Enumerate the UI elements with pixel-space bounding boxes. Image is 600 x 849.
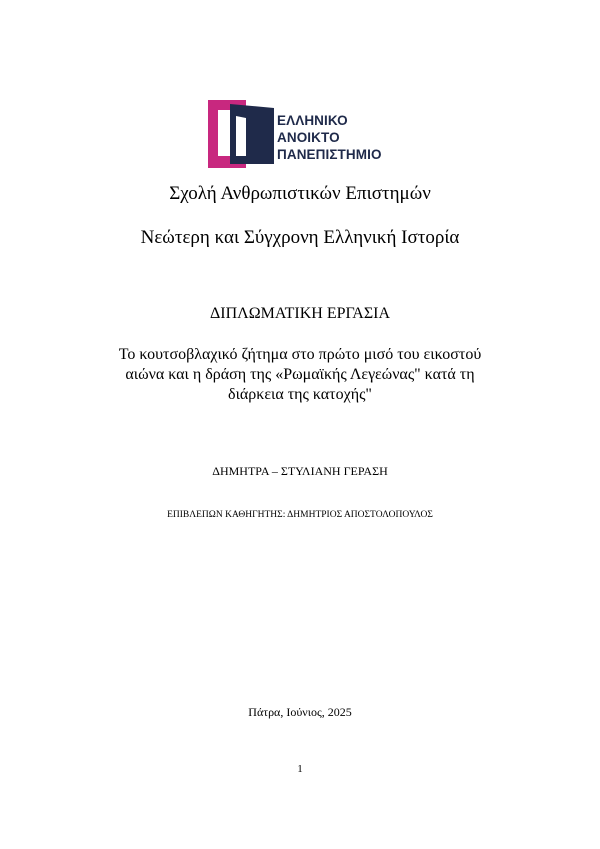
supervisor-line: ΕΠΙΒΛΕΠΩΝ ΚΑΘΗΓΗΤΗΣ: ΔΗΜΗΤΡΙΟΣ ΑΠΟΣΤΟΛΟΠΟΥΛΟΣ (167, 510, 433, 520)
logo-wordmark (277, 112, 382, 163)
logo-line-2: ΑΝΟΙΚΤΟ (277, 130, 340, 145)
page-number: 1 (297, 763, 303, 775)
author-name: ΔΗΜΗΤΡΑ – ΣΤΥΛΙΑΝΗ ΓΕΡΑΣΗ (212, 464, 388, 478)
logo-line-1: ΕΛΛΗΝΙΚΟ (277, 113, 348, 128)
thesis-title-line-2: αιώνα και η δράση της «Ρωμαϊκής Λεγεώνας" κατά τη (125, 366, 475, 383)
document-type: ΔΙΠΛΩΜΑΤΙΚΗ ΕΡΓΑΣΙΑ (209, 305, 391, 322)
university-logo (206, 98, 406, 170)
place-date: Πάτρα, Ιούνιος, 2025 (248, 705, 352, 719)
thesis-title-line-1: Το κουτσοβλαχικό ζήτημα στο πρώτο μισό του εικοστού (118, 346, 482, 363)
university-logo-mark (206, 98, 276, 170)
department-name: Νεώτερη και Σύγχρονη Ελληνική Ιστορία (140, 227, 460, 248)
thesis-title-line-3: διάρκεια της κατοχής" (228, 386, 372, 403)
school-name: Σχολή Ανθρωπιστικών Επιστημών (169, 183, 431, 204)
thesis-title (0, 345, 600, 405)
logo-line-3: ΠΑΝΕΠΙΣΤΗΜΙΟ (277, 147, 382, 162)
